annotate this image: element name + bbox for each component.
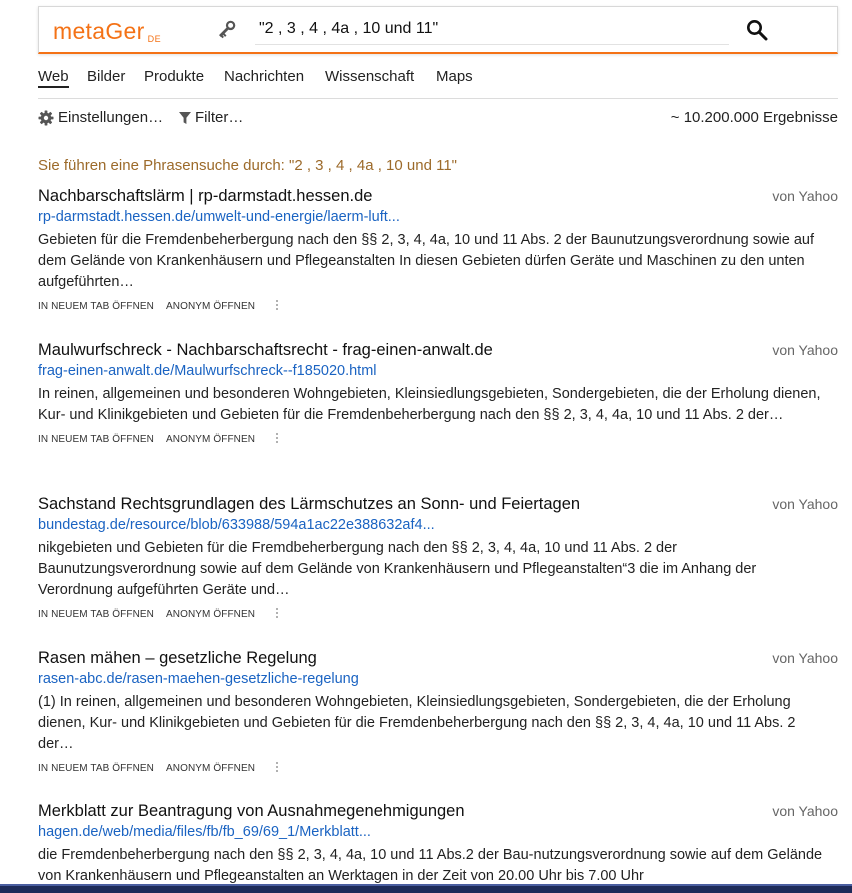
gear-icon — [38, 110, 54, 126]
filter-label: Filter… — [195, 109, 244, 126]
result-source: von Yahoo — [772, 496, 838, 512]
result-actions — [38, 301, 838, 315]
search-result — [38, 802, 838, 887]
more-options-icon[interactable] — [274, 433, 280, 447]
result-url[interactable]: rp-darmstadt.hessen.de/umwelt-und-energie/laerm-luft... — [38, 209, 400, 225]
open-anonymous-link[interactable]: ANONYM ÖFFNEN — [166, 609, 256, 620]
result-actions — [38, 434, 838, 448]
magnifier-icon — [746, 19, 768, 41]
search-bar — [38, 6, 838, 54]
logo-suffix: DE — [147, 34, 162, 44]
open-new-tab-link[interactable]: IN NEUEM TAB ÖFFNEN — [38, 434, 154, 445]
result-source: von Yahoo — [772, 803, 838, 819]
tab-produkte[interactable]: Produkte — [144, 68, 205, 85]
result-url[interactable]: frag-einen-anwalt.de/Maulwurfschreck--f185020.html — [38, 363, 377, 379]
result-description: nikgebieten und Gebieten für die Fremdbeherbergung nach den §§ 2, 3, 4, 4a, 10 und 11 Abs. 2 der Baunutzungsverordnung sowie auf dem Gelände von Krankenhäusern und Pflegeanstalten“3 die im Anhang der Verordnung aufgeführten Geräte und… — [38, 540, 757, 598]
open-anonymous-link[interactable]: ANONYM ÖFFNEN — [166, 434, 256, 445]
more-options-icon[interactable] — [274, 300, 280, 314]
more-options-icon[interactable] — [274, 608, 280, 622]
result-url[interactable]: rasen-abc.de/rasen-maehen-gesetzliche-regelung — [38, 671, 359, 687]
search-result — [38, 187, 838, 315]
more-options-icon[interactable] — [274, 762, 280, 776]
result-title[interactable]: Sachstand Rechtsgrundlagen des Lärmschutzes an Sonn- und Feiertagen — [38, 495, 581, 513]
vertical-tabs — [38, 68, 838, 99]
result-url[interactable]: bundestag.de/resource/blob/633988/594a1ac22e388632af4... — [38, 517, 435, 533]
filter-icon — [178, 111, 192, 125]
result-description: Gebieten für die Fremdenbeherbergung nach den §§ 2, 3, 4, 4a, 10 und 11 Abs. 2 der Baunutzungsverordnung sowie auf dem Gelände von Krankenhäusern und Pflegeanstalten In diesen Gebieten dürfen Geräte und Maschinen zu den unten aufgeführten… — [38, 232, 815, 290]
result-count: ~ 10.200.000 Ergebnisse — [670, 109, 838, 126]
search-result — [38, 649, 838, 777]
settings-label: Einstellungen… — [58, 109, 164, 126]
result-description: die Fremdenbeherbergung nach den §§ 2, 3, 4, 4a, 10 und 11 Abs.2 der Bau-nutzungsverordnung sowie auf dem Gelände von Krankenhäusern und Pflegeanstalten an Werktagen in der Zeit von 20.00 Uhr bis 7.00 Uhr — [38, 847, 823, 884]
metager-logo[interactable] — [53, 18, 161, 45]
key-icon[interactable] — [215, 19, 237, 41]
result-title[interactable]: Nachbarschaftslärm | rp-darmstadt.hessen.de — [38, 187, 373, 205]
phrase-search-notice: Sie führen eine Phrasensuche durch: "2 , 3 , 4 , 4a , 10 und 11" — [38, 157, 457, 174]
bottom-bar — [0, 884, 852, 893]
result-actions — [38, 609, 838, 623]
filter-button[interactable] — [178, 109, 243, 126]
open-new-tab-link[interactable]: IN NEUEM TAB ÖFFNEN — [38, 301, 154, 312]
result-source: von Yahoo — [772, 188, 838, 204]
result-description: (1) In reinen, allgemeinen und besonderen Wohngebieten, Kleinsiedlungsgebieten, Sondergebieten, die der Erholung dienen, Kur- und Klinikgebieten und Gebieten für die Fremdenbeherbergung nach den §§ 2, 3, 4, 4a, 10 und 11 Abs. 2 der… — [38, 694, 796, 752]
tab-maps[interactable]: Maps — [436, 68, 473, 85]
search-result — [38, 341, 838, 448]
open-anonymous-link[interactable]: ANONYM ÖFFNEN — [166, 301, 256, 312]
tab-nachrichten[interactable]: Nachrichten — [224, 68, 305, 85]
open-anonymous-link[interactable]: ANONYM ÖFFNEN — [166, 763, 256, 774]
result-title[interactable]: Merkblatt zur Beantragung von Ausnahmegenehmigungen — [38, 802, 465, 820]
result-description: In reinen, allgemeinen und besonderen Wohngebieten, Kleinsiedlungsgebieten, Sondergebieten, die der Erholung dienen, Kur- und Klinikgebieten und Gebieten für die Fremdenbeherbergung nach den §§ 2, 3, 4, 4a, 10 und 11 Abs. 2 der… — [38, 386, 821, 423]
result-source: von Yahoo — [772, 650, 838, 666]
open-new-tab-link[interactable]: IN NEUEM TAB ÖFFNEN — [38, 763, 154, 774]
tab-bilder[interactable]: Bilder — [87, 68, 126, 85]
result-title[interactable]: Rasen mähen – gesetzliche Regelung — [38, 649, 317, 667]
search-button[interactable] — [739, 16, 775, 44]
result-actions — [38, 763, 838, 777]
settings-button[interactable] — [38, 109, 163, 126]
open-new-tab-link[interactable]: IN NEUEM TAB ÖFFNEN — [38, 609, 154, 620]
result-url[interactable]: hagen.de/web/media/files/fb/fb_69/69_1/Merkblatt... — [38, 824, 371, 840]
result-title[interactable]: Maulwurfschreck - Nachbarschaftsrecht - frag-einen-anwalt.de — [38, 341, 493, 359]
options-row — [38, 109, 838, 129]
result-source: von Yahoo — [772, 342, 838, 358]
search-result — [38, 495, 838, 623]
tab-web[interactable]: Web — [38, 68, 69, 88]
logo-text: metaGer — [53, 18, 145, 44]
tab-wissenschaft[interactable]: Wissenschaft — [325, 68, 415, 85]
search-field — [255, 16, 729, 45]
search-input[interactable] — [255, 16, 737, 42]
